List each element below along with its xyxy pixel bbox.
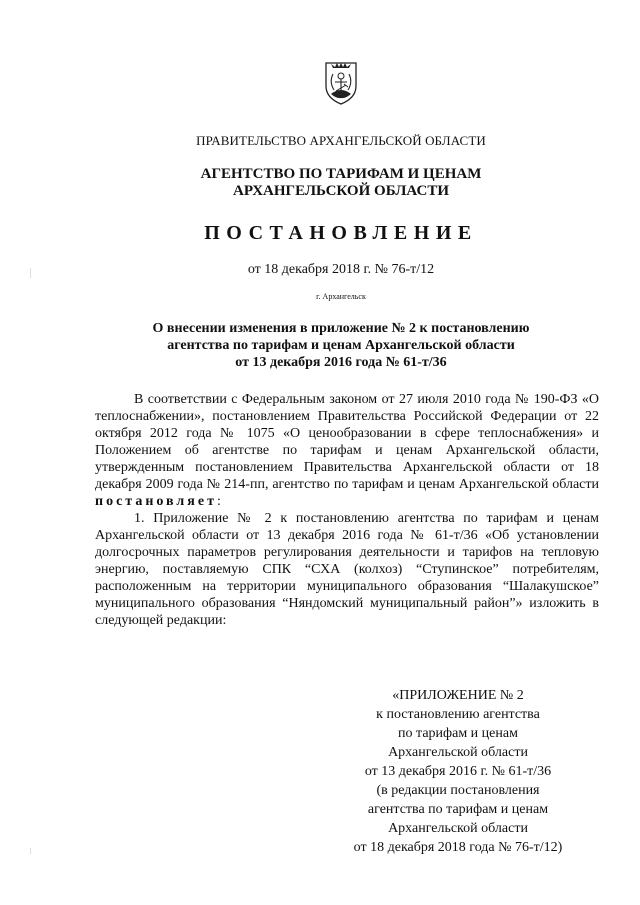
preamble-end: : — [216, 494, 221, 509]
appendix-line3: по тарифам и ценам — [398, 726, 518, 741]
appendix-header — [330, 686, 586, 857]
appendix-line6: (в редакции постановления — [376, 783, 540, 798]
preamble-text: В соответствии с Федеральным законом от 27 июля 2010 года № 190-ФЗ «О теплоснабжении», постановлением Правительства Российской Федерации от 22 октября 2012 года № 1075 «О ценообразовании в сфере теплоснабжения» и Положением об агентстве по тарифам и ценам Архангельской области, утвержденным постановлением Правительства Архангельской области от 18 декабря 2009 года № 214-пп, агентство по тарифам и ценам Архангельской области — [95, 392, 599, 492]
agency-name-line2: АРХАНГЕЛЬСКОЙ ОБЛАСТИ — [233, 183, 449, 199]
subject-line1: О внесении изменения в приложение № 2 к постановлению — [152, 321, 530, 336]
document-city: г. Архангельск — [316, 292, 366, 301]
document-subject — [0, 320, 640, 371]
preamble-paragraph — [95, 391, 599, 510]
subject-line3: от 13 декабря 2016 года № 61-т/36 — [235, 355, 447, 370]
resolution-keyword: постановляет — [95, 494, 217, 509]
scan-margin-mark — [30, 268, 31, 278]
subject-line2: агентства по тарифам и ценам Архангельской области — [167, 338, 515, 353]
item-1-paragraph: 1. Приложение № 2 к постановлению агентства по тарифам и ценам Архангельской области от 13 декабря 2016 года № 61-т/36 «Об установлении долгосрочных параметров регулирования деятельности и тарифов на тепловую энергию, поставляемую СПК “СХА (колхоз) “Ступинское” потребителям, расположенным на территории муниципального образования “Шалакушское” муниципального образования “Няндомский муниципальный район”» изложить в следующей редакции: — [95, 511, 599, 628]
appendix-line7: агентства по тарифам и ценам — [367, 802, 549, 817]
government-name: ПРАВИТЕЛЬСТВО АРХАНГЕЛЬСКОЙ ОБЛАСТИ — [196, 133, 486, 148]
appendix-line9: от 18 декабря 2018 года № 76-т/12) — [353, 840, 563, 855]
coat-of-arms-icon — [321, 60, 361, 106]
appendix-line1: «ПРИЛОЖЕНИЕ № 2 — [392, 688, 524, 703]
appendix-line4: Архангельской области — [388, 745, 528, 760]
document-date-number: от 18 декабря 2018 г. № 76-т/12 — [247, 262, 435, 277]
appendix-line5: от 13 декабря 2016 г. № 61-т/36 — [364, 764, 552, 779]
document-body — [95, 391, 599, 629]
scan-margin-mark — [30, 848, 31, 854]
agency-name — [0, 166, 640, 200]
appendix-line8: Архангельской области — [388, 821, 528, 836]
agency-name-line1: АГЕНТСТВО ПО ТАРИФАМ И ЦЕНАМ — [200, 166, 482, 182]
document-type-title: ПОСТАНОВЛЕНИЕ — [204, 222, 478, 244]
appendix-line2: к постановлению агентства — [376, 707, 540, 722]
